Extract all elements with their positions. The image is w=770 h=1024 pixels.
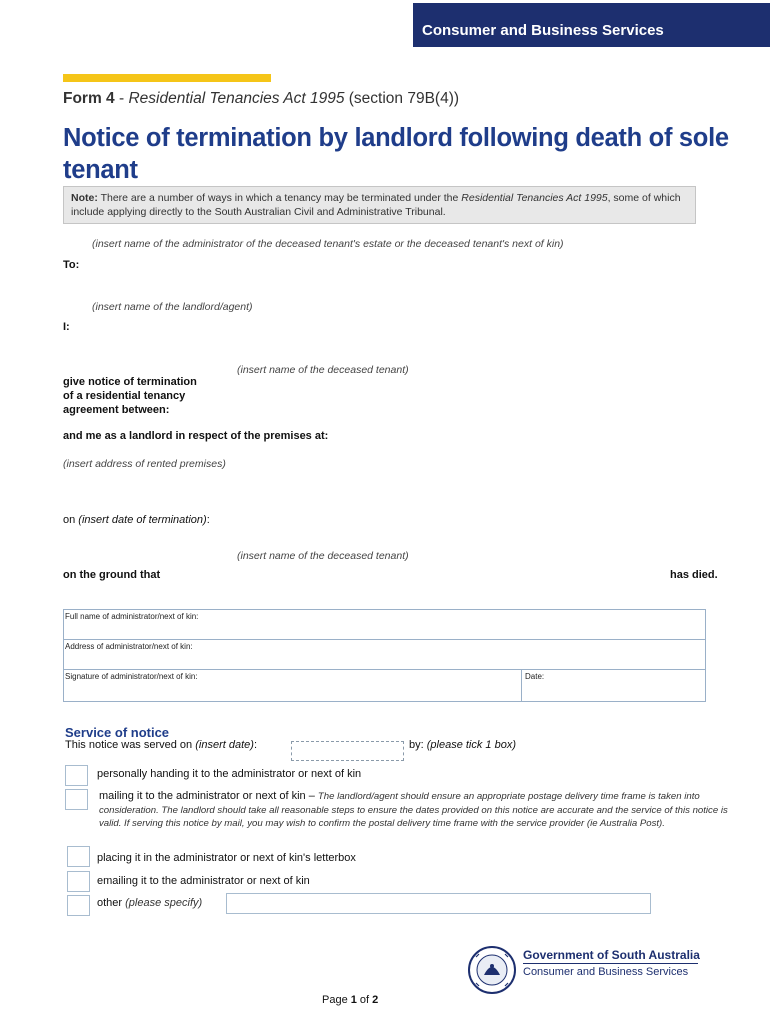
option-letterbox-label: placing it in the administrator or next of kin's letterbox [97,852,356,864]
checkbox-other[interactable] [67,895,90,916]
to-hint: (insert name of the administrator of the deceased tenant's estate or the deceased tenant's next of kin) [92,238,564,250]
checkbox-mail[interactable] [65,789,88,810]
ground-suffix: has died. [670,569,718,581]
service-section-title: Service of notice [65,725,170,740]
page-prefix: Page [322,994,351,1006]
page-of: of [356,994,373,1006]
page-title: Notice of termination by landlord following death of sole tenant [63,124,729,184]
option-other-label [97,897,202,909]
gov-divider [523,963,698,964]
form-act: Residential Tenancies Act 1995 [128,90,345,107]
ground-hint: (insert name of the deceased tenant) [237,550,409,562]
page-current: 1 [350,994,357,1006]
to-label: To: [63,259,80,271]
gov-department: Consumer and Business Services [523,966,689,978]
admin-address-label: Address of administrator/next of kin: [65,642,193,651]
termination-date-input[interactable] [232,510,706,530]
sa-government-crest-icon [467,945,517,995]
form-number: Form 4 [63,90,115,107]
administrator-details-box [63,609,706,702]
form-reference [63,90,459,108]
accent-bar [63,74,271,82]
other-specify-input[interactable] [226,893,651,914]
option-personal-label: personally handing it to the administrator or next of kin [97,768,362,780]
form-section: (section 79B(4)) [344,90,460,107]
ground-input[interactable] [185,565,665,585]
service-by-text: by: [409,739,427,751]
served-on-text: This notice was served on [65,739,196,751]
option-mail-note: The landlord/agent should ensure an appropriate postage delivery time frame is taken into consideration. The landlord should take all reasonable steps to ensure the dates provided on this notice are accurate and the service of this notice is valid. If serving this notice by mail, you may wish to confirm the postal delivery time frame with the service provider (ie Australia Post). [99,791,728,829]
admin-address-field[interactable] [64,640,705,670]
landlord-input[interactable] [76,316,706,336]
admin-date-label: Date: [525,672,545,681]
premises-label: and me as a landlord in respect of the premises at: [63,430,329,442]
admin-date-field[interactable] [521,670,544,702]
termination-date-hint: (insert date of termination) [78,514,207,526]
deceased-tenant-input[interactable] [237,380,706,400]
served-on-hint: (insert date) [195,739,254,751]
landlord-hint: (insert name of the landlord/agent) [92,301,253,313]
service-by-label [409,739,516,751]
note-text-b: , some of which include applying directly to the South Australian Civil and Administrative Tribunal. [71,192,681,218]
gov-name: Government of South Australia [523,948,700,962]
option-mail-text: mailing it to the administrator or next of kin – [99,790,318,802]
premises-hint: (insert address of rented premises) [63,458,226,470]
option-other-hint: (please specify) [125,897,203,909]
admin-signature-label: Signature of administrator/next of kin: [65,672,198,681]
note-label: Note: [71,192,98,204]
option-other-text: other [97,897,126,909]
served-on-colon: : [253,739,257,751]
service-date-input[interactable] [291,741,404,761]
note-act: Residential Tenancies Act 1995 [461,192,608,204]
checkbox-personal[interactable] [65,765,88,786]
termination-date-colon: : [206,514,210,526]
termination-date-label [63,514,210,526]
admin-signature-field[interactable] [64,670,705,702]
deceased-tenant-hint: (insert name of the deceased tenant) [237,364,409,376]
page-number [322,994,378,1006]
termination-line-2: of a residential tenancy [63,390,186,402]
checkbox-email[interactable] [67,871,90,892]
termination-line-1: give notice of termination [63,376,197,388]
option-mail-label [99,790,739,831]
termination-line-3: agreement between: [63,404,170,416]
premises-input[interactable] [63,474,706,504]
service-by-hint: (please tick 1 box) [426,739,516,751]
termination-date-prefix: on [63,514,79,526]
admin-full-name-field[interactable] [64,610,705,640]
checkbox-letterbox[interactable] [67,846,90,867]
form-dash: - [114,90,129,107]
landlord-label: I: [63,321,70,333]
note-box [63,186,696,224]
note-text-a: There are a number of ways in which a tenancy may be terminated under the [97,192,462,204]
page-total: 2 [372,994,379,1006]
ground-label: on the ground that [63,569,161,581]
to-input[interactable] [86,253,706,273]
admin-full-name-label: Full name of administrator/next of kin: [65,612,199,621]
option-email-label: emailing it to the administrator or next of kin [97,875,310,887]
header-brand: Consumer and Business Services [422,22,664,39]
served-on-label [65,739,257,751]
